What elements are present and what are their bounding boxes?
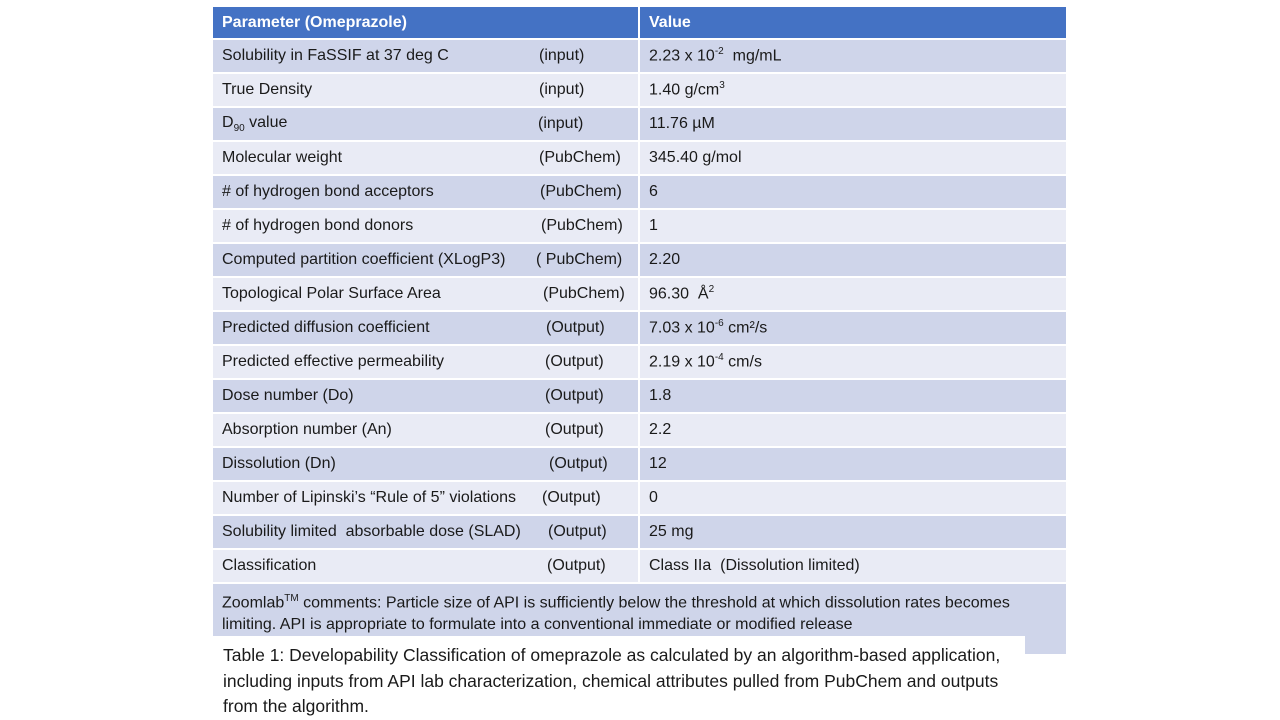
parameter-source: (Output) xyxy=(542,489,601,506)
parameter-source: (PubChem) xyxy=(543,285,625,302)
parameter-value: 2.23 x $10^{-2}$ mg/mL xyxy=(639,39,1066,73)
parameter-value: Class IIa (Dissolution limited) xyxy=(639,549,1066,582)
parameter-name: Classification xyxy=(222,557,317,574)
parameter-value: 2.20 xyxy=(639,243,1066,277)
parameter-source: (Output) xyxy=(548,523,607,540)
comment-text: comments: Particle size of API is sufficiently below the threshold at which dissolution rates becomes limiting. API is appropriate to formulate into a conventional immediate or modified release xyxy=(222,594,1010,634)
table-row xyxy=(213,379,1066,413)
parameter-table xyxy=(213,7,1066,582)
parameter-name: Dissolution (Dn) xyxy=(222,455,336,472)
parameter-value: 1.40 $g/cm^3$ xyxy=(639,73,1066,107)
header-parameter: Parameter (Omeprazole) xyxy=(213,7,639,39)
table-row xyxy=(213,73,1066,107)
table-row xyxy=(213,549,1066,582)
parameter-name: $D_{90}$ value xyxy=(222,113,288,135)
parameter-value: 11.76 µM xyxy=(639,107,1066,141)
table-row xyxy=(213,311,1066,345)
parameter-source: (Output) xyxy=(549,455,608,472)
parameter-table-container xyxy=(213,7,1066,654)
parameter-value: 0 xyxy=(639,481,1066,515)
parameter-source: (input) xyxy=(539,81,585,98)
parameter-name: Dose number (Do) xyxy=(222,387,354,404)
parameter-name: Molecular weight xyxy=(222,149,343,166)
table-row xyxy=(213,345,1066,379)
table-row xyxy=(213,243,1066,277)
header-value: Value xyxy=(639,7,1066,39)
table-row xyxy=(213,515,1066,549)
parameter-name: Predicted effective permeability xyxy=(222,353,445,370)
table-row xyxy=(213,277,1066,311)
parameter-source: (input) xyxy=(539,47,585,64)
table-row xyxy=(213,481,1066,515)
table-row xyxy=(213,175,1066,209)
table-row xyxy=(213,413,1066,447)
parameter-value: 2.19 x $10^{-4}$ cm/s xyxy=(639,345,1066,379)
table-row xyxy=(213,39,1066,73)
table-row xyxy=(213,209,1066,243)
parameter-name: Solubility in FaSSIF at 37 deg C xyxy=(222,47,449,64)
parameter-name: Absorption number (An) xyxy=(222,421,392,438)
parameter-source: (Output) xyxy=(546,319,605,336)
parameter-source: (input) xyxy=(538,115,584,132)
comment-brand: Zoomlab xyxy=(222,594,285,612)
parameter-name: # of hydrogen bond acceptors xyxy=(222,183,434,200)
parameter-source: (PubChem) xyxy=(540,183,622,200)
parameter-source: (Output) xyxy=(545,353,604,370)
parameter-name: Solubility limited absorbable dose (SLAD) xyxy=(222,523,521,540)
parameter-value: 1.8 xyxy=(639,379,1066,413)
parameter-value: 2.2 xyxy=(639,413,1066,447)
table-caption: Table 1: Developability Classification of omeprazole as calculated by an algorithm-based application, including inputs from API lab characterization, chemical attributes pulled from PubChem and outputs from the algorithm. xyxy=(213,636,1025,720)
table-header-row xyxy=(213,7,1066,39)
parameter-name: Topological Polar Surface Area xyxy=(222,285,441,302)
parameter-value: 1 xyxy=(639,209,1066,243)
parameter-name: Number of Lipinski’s “Rule of 5” violations xyxy=(222,489,517,506)
parameter-name: Predicted diffusion coefficient xyxy=(222,319,430,336)
parameter-name: # of hydrogen bond donors xyxy=(222,217,414,234)
parameter-value: 96.30 $Å^2$ xyxy=(639,277,1066,311)
parameter-source: (PubChem) xyxy=(539,149,621,166)
parameter-name: True Density xyxy=(222,81,313,98)
parameter-source: (Output) xyxy=(545,421,604,438)
trademark-mark: TM xyxy=(284,593,299,604)
parameter-name: Computed partition coefficient (XLogP3) xyxy=(222,251,506,268)
parameter-source: (Output) xyxy=(547,557,606,574)
table-row xyxy=(213,107,1066,141)
parameter-value: 6 xyxy=(639,175,1066,209)
parameter-source: (Output) xyxy=(545,387,604,404)
parameter-value: 25 mg xyxy=(639,515,1066,549)
parameter-source: ( PubChem) xyxy=(536,251,623,268)
parameter-value: 12 xyxy=(639,447,1066,481)
table-row xyxy=(213,447,1066,481)
parameter-source: (PubChem) xyxy=(541,217,623,234)
parameter-value: 7.03 x $10^{-6}$ cm²/s xyxy=(639,311,1066,345)
parameter-value: 345.40 g/mol xyxy=(639,141,1066,175)
table-row xyxy=(213,141,1066,175)
